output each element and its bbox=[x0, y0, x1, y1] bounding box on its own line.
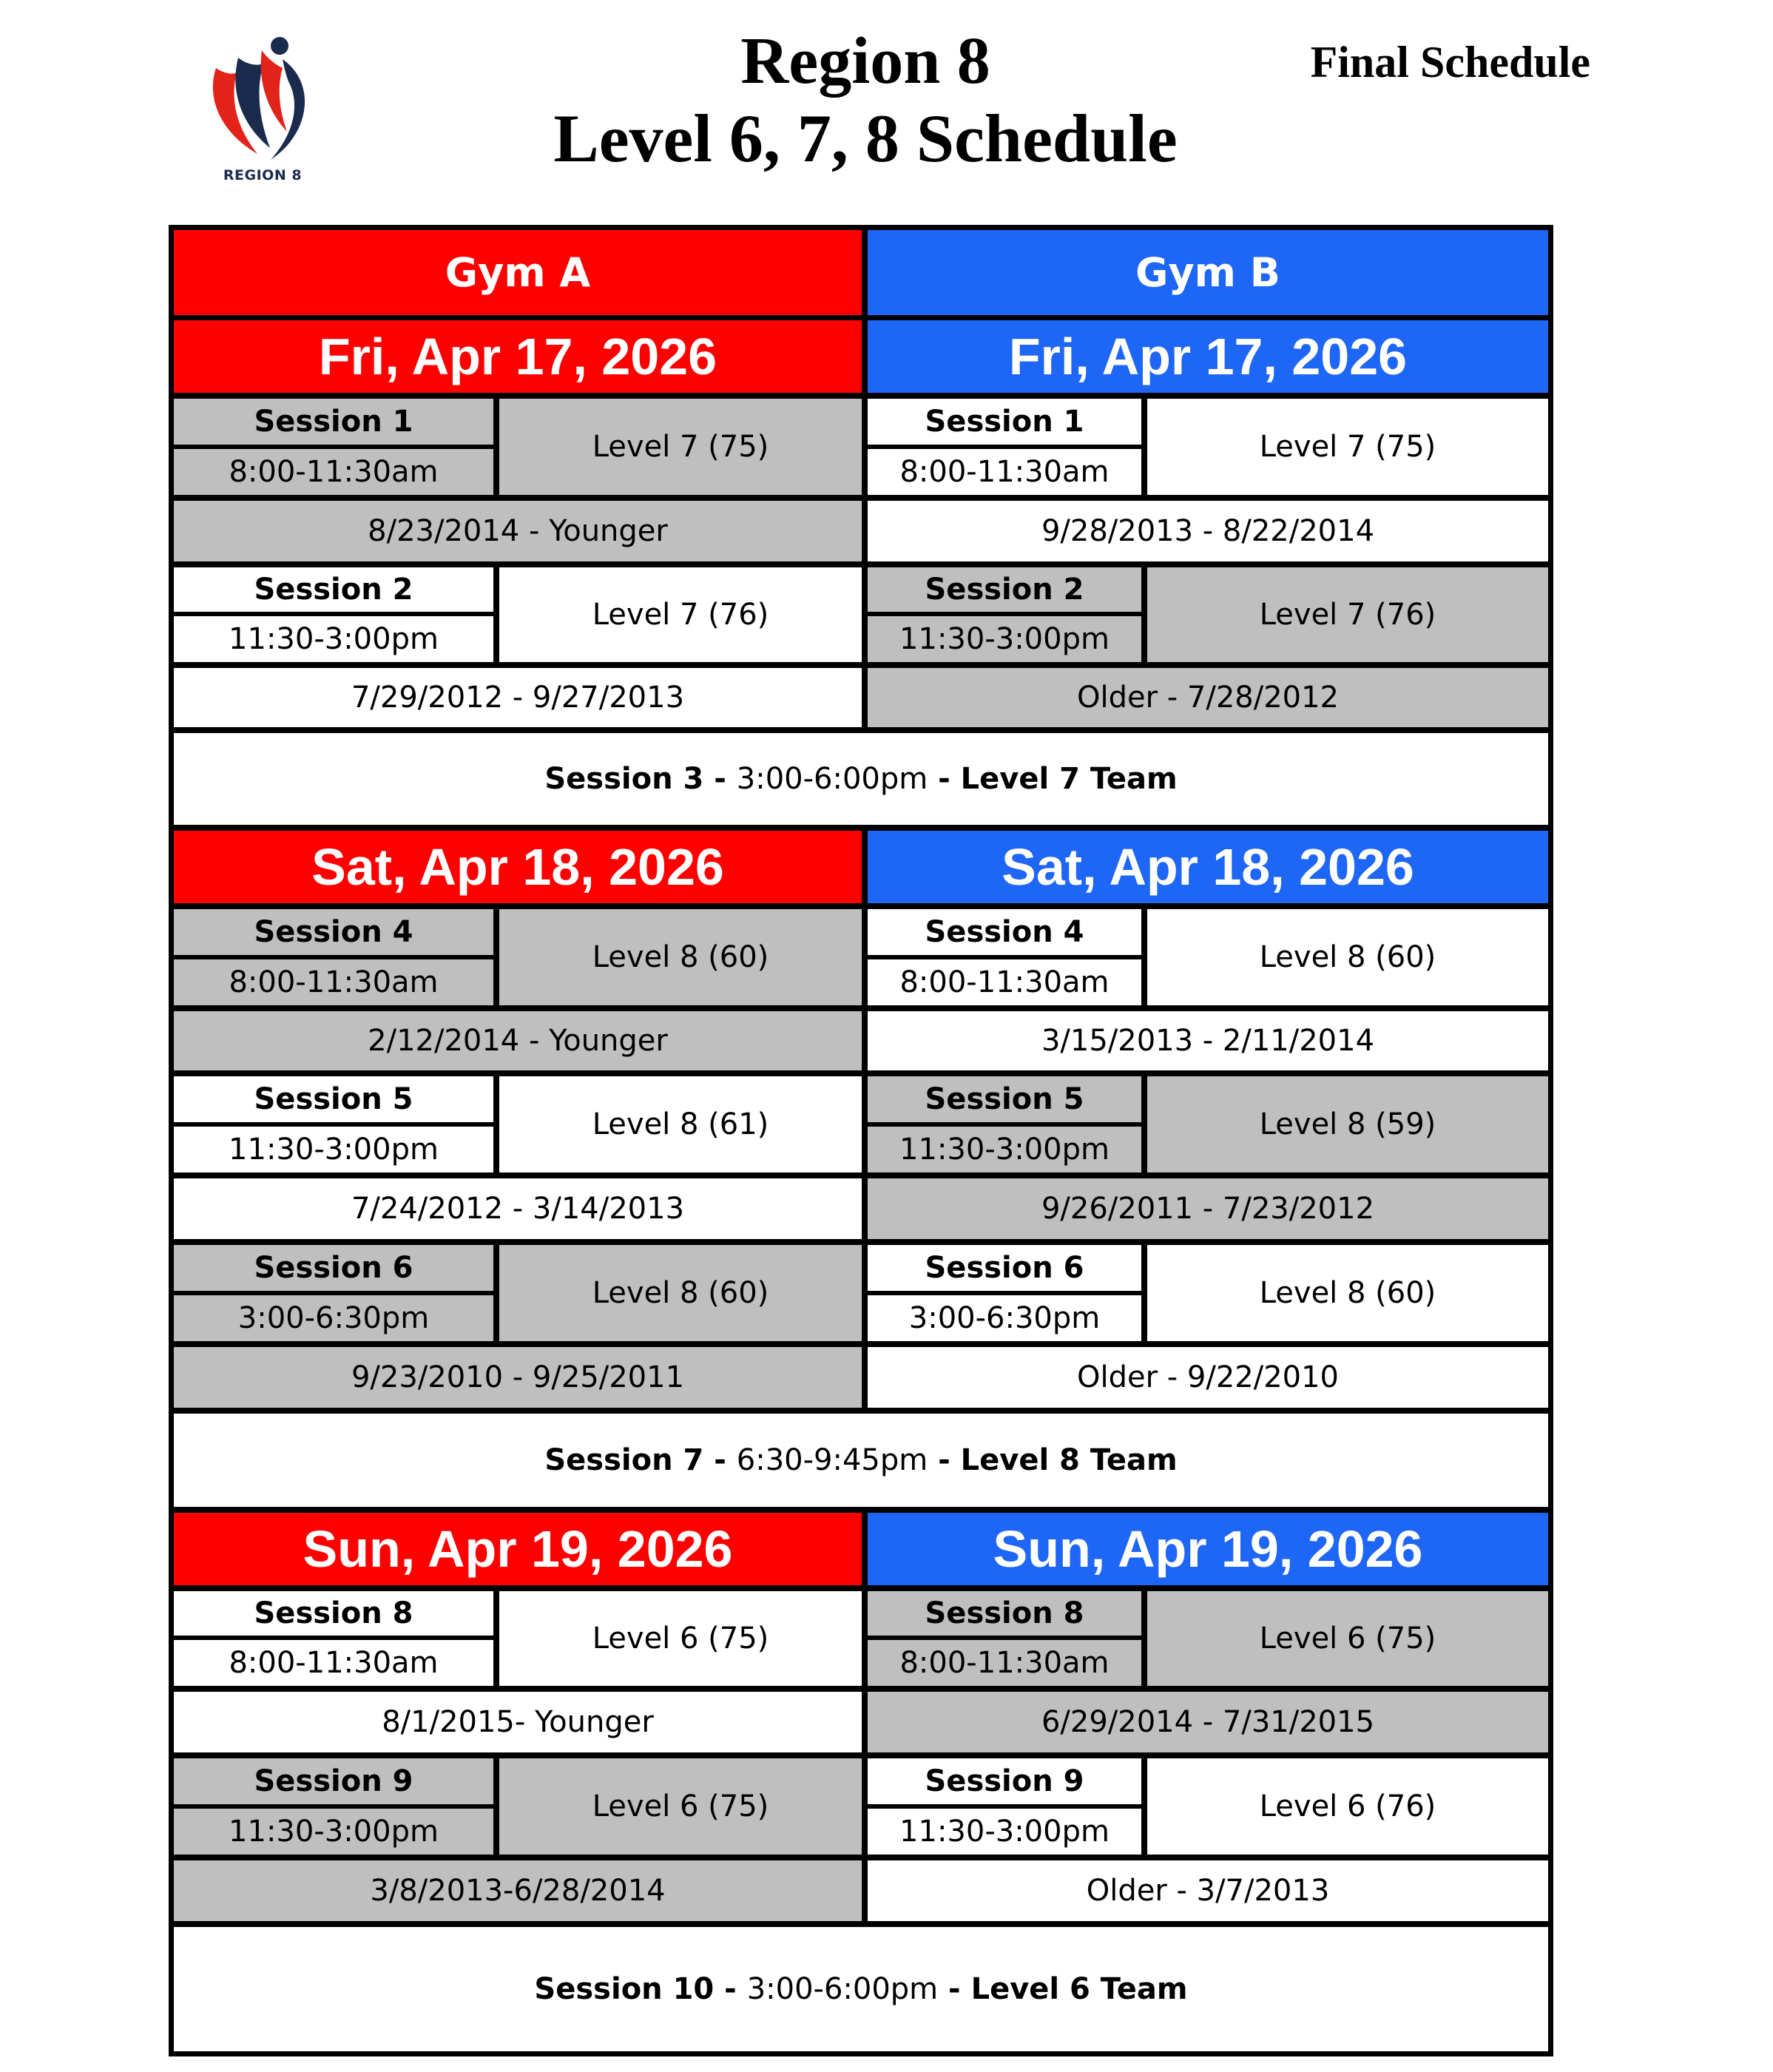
session-level: Level 6 (75) bbox=[499, 1591, 862, 1686]
session-label: Session 4 bbox=[868, 909, 1141, 955]
session-time: 11:30-3:00pm bbox=[868, 1809, 1141, 1855]
birthdate-range: 3/15/2013 - 2/11/2014 bbox=[868, 1011, 1548, 1070]
title-line-2: Level 6, 7, 8 Schedule bbox=[553, 101, 1178, 176]
session-time: 8:00-11:30am bbox=[868, 449, 1141, 495]
session-time: 8:00-11:30am bbox=[174, 1640, 493, 1686]
team-session-time: 6:30-9:45pm bbox=[736, 1443, 928, 1477]
session-label: Session 6 bbox=[868, 1245, 1141, 1291]
session-time: 8:00-11:30am bbox=[868, 1640, 1141, 1686]
session-level: Level 8 (60) bbox=[499, 909, 862, 1005]
birthdate-range: Older - 9/22/2010 bbox=[868, 1347, 1548, 1408]
session-label: Session 5 bbox=[174, 1076, 493, 1122]
birthdate-range: 9/26/2011 - 7/23/2012 bbox=[868, 1178, 1548, 1239]
session-level: Level 7 (76) bbox=[1147, 567, 1548, 662]
session-level: Level 8 (60) bbox=[1147, 1245, 1548, 1341]
session-level: Level 8 (60) bbox=[499, 1245, 862, 1341]
session-level: Level 7 (75) bbox=[499, 399, 862, 495]
team-session-row: Session 3 - 3:00-6:00pm - Level 7 Team bbox=[174, 733, 1548, 825]
day-date-gym-a: Sat, Apr 18, 2026 bbox=[174, 831, 862, 903]
page-title bbox=[444, 22, 1287, 178]
session-label: Session 1 bbox=[174, 399, 493, 445]
team-session-time: 3:00-6:00pm bbox=[746, 1972, 939, 2006]
session-time: 11:30-3:00pm bbox=[174, 616, 493, 662]
day-date-gym-b: Sat, Apr 18, 2026 bbox=[868, 831, 1548, 903]
birthdate-range: 7/29/2012 - 9/27/2013 bbox=[174, 668, 862, 727]
day-date-gym-a: Fri, Apr 17, 2026 bbox=[174, 320, 862, 393]
session-level: Level 8 (61) bbox=[499, 1076, 862, 1172]
session-time: 3:00-6:30pm bbox=[174, 1295, 493, 1341]
session-level: Level 6 (75) bbox=[1147, 1591, 1548, 1686]
team-session-row: Session 7 - 6:30-9:45pm - Level 8 Team bbox=[174, 1414, 1548, 1507]
team-session-row: Session 10 - 3:00-6:00pm - Level 6 Team bbox=[174, 1927, 1548, 2051]
birthdate-range: 6/29/2014 - 7/31/2015 bbox=[868, 1692, 1548, 1752]
session-label: Session 2 bbox=[868, 567, 1141, 612]
day-date-gym-b: Fri, Apr 17, 2026 bbox=[868, 320, 1548, 393]
title-line-1: Region 8 bbox=[740, 24, 990, 98]
team-session-label: Session 3 bbox=[544, 762, 704, 796]
team-session-label: Session 10 bbox=[534, 1972, 715, 2006]
team-session-level: Level 7 Team bbox=[960, 762, 1178, 796]
session-level: Level 6 (76) bbox=[1147, 1758, 1548, 1855]
session-time: 11:30-3:00pm bbox=[174, 1809, 493, 1855]
birthdate-range: 9/23/2010 - 9/25/2011 bbox=[174, 1347, 862, 1408]
birthdate-range: 8/23/2014 - Younger bbox=[174, 501, 862, 561]
gym-a-header: Gym A bbox=[174, 230, 862, 315]
session-level: Level 7 (76) bbox=[499, 567, 862, 662]
gymnast-flame-icon bbox=[200, 30, 325, 174]
birthdate-range: 8/1/2015- Younger bbox=[174, 1692, 862, 1752]
session-time: 8:00-11:30am bbox=[174, 449, 493, 495]
team-session-level: Level 6 Team bbox=[970, 1972, 1188, 2006]
session-level: Level 6 (75) bbox=[499, 1758, 862, 1855]
session-label: Session 5 bbox=[868, 1076, 1141, 1122]
birthdate-range: Older - 7/28/2012 bbox=[868, 668, 1548, 727]
session-level: Level 7 (75) bbox=[1147, 399, 1548, 495]
session-label: Session 9 bbox=[868, 1758, 1141, 1804]
session-label: Session 8 bbox=[868, 1591, 1141, 1636]
team-session-time: 3:00-6:00pm bbox=[736, 762, 928, 796]
region-logo bbox=[200, 30, 325, 192]
logo-text: REGION 8 bbox=[223, 167, 303, 183]
session-time: 3:00-6:30pm bbox=[868, 1295, 1141, 1341]
session-level: Level 8 (59) bbox=[1147, 1076, 1548, 1172]
day-date-gym-b: Sun, Apr 19, 2026 bbox=[868, 1513, 1548, 1585]
session-label: Session 8 bbox=[174, 1591, 493, 1636]
day-date-gym-a: Sun, Apr 19, 2026 bbox=[174, 1513, 862, 1585]
session-label: Session 6 bbox=[174, 1245, 493, 1291]
schedule-status: Final Schedule bbox=[1310, 38, 1590, 87]
birthdate-range: 3/8/2013-6/28/2014 bbox=[174, 1860, 862, 1921]
birthdate-range: Older - 3/7/2013 bbox=[868, 1860, 1548, 1921]
birthdate-range: 7/24/2012 - 3/14/2013 bbox=[174, 1178, 862, 1239]
birthdate-range: 9/28/2013 - 8/22/2014 bbox=[868, 501, 1548, 561]
schedule-table bbox=[169, 225, 1553, 2056]
session-label: Session 4 bbox=[174, 909, 493, 955]
session-time: 11:30-3:00pm bbox=[868, 616, 1141, 662]
session-time: 11:30-3:00pm bbox=[868, 1127, 1141, 1172]
session-time: 11:30-3:00pm bbox=[174, 1127, 493, 1172]
session-level: Level 8 (60) bbox=[1147, 909, 1548, 1005]
session-time: 8:00-11:30am bbox=[174, 959, 493, 1005]
session-label: Session 2 bbox=[174, 567, 493, 612]
team-session-level: Level 8 Team bbox=[960, 1443, 1178, 1477]
gym-b-header: Gym B bbox=[868, 230, 1548, 315]
birthdate-range: 2/12/2014 - Younger bbox=[174, 1011, 862, 1070]
session-label: Session 9 bbox=[174, 1758, 493, 1804]
session-time: 8:00-11:30am bbox=[868, 959, 1141, 1005]
session-label: Session 1 bbox=[868, 399, 1141, 445]
team-session-label: Session 7 bbox=[544, 1443, 704, 1477]
